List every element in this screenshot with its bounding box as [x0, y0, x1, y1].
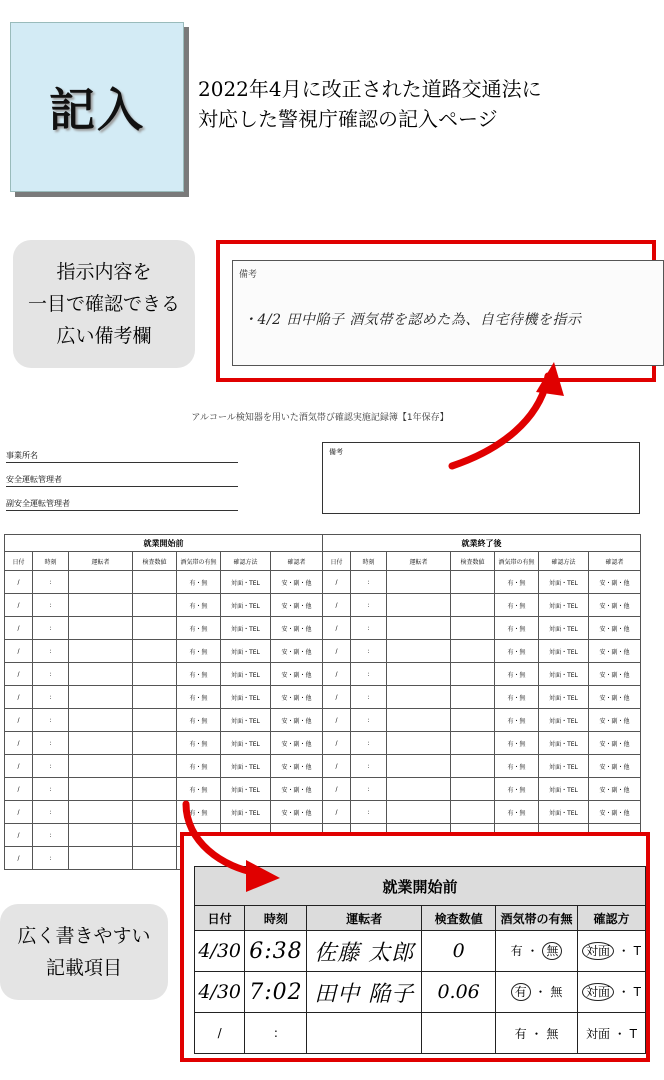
grid-cell-alcohol[interactable]: 有・無 [495, 594, 539, 617]
grid-cell-date[interactable]: / [323, 686, 351, 709]
grid-row [5, 663, 323, 686]
grid-cell-empty[interactable] [451, 755, 495, 778]
grid-row [5, 732, 323, 755]
grid-cell-method[interactable]: 対面・TEL [221, 778, 271, 801]
zoom-cell-value[interactable] [422, 1013, 496, 1054]
grid-cell-time[interactable]: : [33, 709, 69, 732]
separator-dot: ・ [609, 1026, 630, 1041]
grid-cell-date[interactable]: / [5, 709, 33, 732]
grid-cell-date[interactable]: / [5, 778, 33, 801]
grid-cell-time[interactable]: : [33, 847, 69, 870]
grid-cell-method[interactable]: 対面・TEL [539, 617, 589, 640]
header-desc-line-1: 2022年4月に改正された道路交通法に [198, 77, 542, 101]
grid-cell-method[interactable]: 対面・TEL [539, 594, 589, 617]
grid-cell-method[interactable]: 対面・TEL [221, 732, 271, 755]
grid-cell-checker[interactable]: 安・副・他 [589, 617, 641, 640]
grid-cell-time[interactable]: : [351, 801, 387, 824]
grid-cell-date[interactable]: / [323, 571, 351, 594]
grid-cell-checker[interactable]: 安・副・他 [589, 732, 641, 755]
grid-cell-checker[interactable]: 安・副・他 [271, 594, 323, 617]
grid-cell-checker[interactable]: 安・副・他 [589, 686, 641, 709]
grid-cell-time[interactable]: : [351, 594, 387, 617]
grid-cell-date[interactable]: / [5, 640, 33, 663]
zoom-cell-date[interactable] [195, 972, 245, 1013]
grid-cell-time[interactable]: : [33, 594, 69, 617]
grid-cell-empty[interactable] [451, 801, 495, 824]
grid-cell-alcohol[interactable]: 有・無 [495, 778, 539, 801]
zoom-cell-value[interactable] [422, 931, 496, 972]
grid-cell-method[interactable]: 対面・TEL [539, 571, 589, 594]
grid-cell-time[interactable]: : [351, 686, 387, 709]
grid-row [323, 571, 641, 594]
zoom-table-row [195, 931, 646, 972]
grid-work-end [322, 534, 641, 870]
grid-cell-method[interactable]: 対面・TEL [221, 755, 271, 778]
grid-cell-alcohol[interactable]: 有・無 [495, 617, 539, 640]
grid-row [5, 755, 323, 778]
header-description [198, 74, 628, 134]
grid-cell-empty[interactable] [387, 709, 451, 732]
grid-row [5, 801, 323, 824]
grid-cell-empty[interactable] [133, 617, 177, 640]
grid-cell-checker[interactable]: 安・副・他 [589, 709, 641, 732]
grid-cell-date[interactable]: / [5, 617, 33, 640]
grid-row [323, 778, 641, 801]
grid-cell-alcohol[interactable]: 有・無 [177, 571, 221, 594]
separator-dot: ・ [522, 944, 543, 958]
zoom-cell-alcohol[interactable] [496, 931, 578, 972]
separator-dot: ・ [613, 985, 634, 999]
separator-dot: ・ [530, 985, 551, 999]
zoom-col-header: 確認方 [577, 906, 645, 931]
grid-cell-alcohol[interactable]: 有・無 [495, 801, 539, 824]
zoom-section-title: 就業開始前 [195, 867, 646, 906]
grid-cell-empty[interactable] [133, 801, 177, 824]
grid-cell-empty[interactable] [133, 686, 177, 709]
grid-cell-checker[interactable]: 安・副・他 [589, 640, 641, 663]
zoom-remarks-label: 備考 [239, 270, 258, 280]
grid-cell-empty[interactable] [387, 640, 451, 663]
grid-section-title: 就業終了後 [323, 535, 641, 552]
grid-cell-method[interactable]: 対面・TEL [221, 594, 271, 617]
grid-cell-method[interactable]: 対面・TEL [539, 778, 589, 801]
zoom-cell-date-text: / [217, 1026, 222, 1040]
zoom-cell-time[interactable] [245, 972, 307, 1013]
grid-cell-empty[interactable] [69, 824, 133, 847]
header-desc-line-2: 対応した警視庁確認の記入ページ [198, 107, 498, 131]
grid-cell-time[interactable]: : [33, 732, 69, 755]
grid-cell-method[interactable]: 対面・TEL [539, 686, 589, 709]
callout-entries [0, 904, 168, 1000]
zoom-cell-time-text: 6:38 [249, 938, 303, 964]
grid-cell-time[interactable]: : [351, 732, 387, 755]
grid-cell-method[interactable]: 対面・TEL [221, 663, 271, 686]
grid-cell-empty[interactable] [451, 617, 495, 640]
grid-cell-time[interactable]: : [351, 663, 387, 686]
grid-cell-date[interactable]: / [323, 663, 351, 686]
grid-work-start [4, 534, 323, 870]
grid-col-header: 時刻 [33, 552, 69, 571]
grid-cell-empty[interactable] [387, 801, 451, 824]
zoom-cell-time-text: 7:02 [249, 979, 303, 1005]
zoom-table-frame [180, 832, 650, 1062]
grid-cell-checker[interactable]: 安・副・他 [271, 778, 323, 801]
grid-cell-empty[interactable] [387, 755, 451, 778]
grid-cell-empty[interactable] [69, 686, 133, 709]
grid-col-header: 確認者 [271, 552, 323, 571]
grid-cell-empty[interactable] [69, 594, 133, 617]
grid-cell-checker[interactable]: 安・副・他 [589, 571, 641, 594]
callout-remarks-line: 指示内容を [56, 261, 152, 283]
form-remarks-label: 備考 [329, 448, 343, 456]
title-box [10, 22, 184, 192]
grid-cell-empty[interactable] [387, 686, 451, 709]
zoom-cell-date-text: 4/30 [198, 981, 242, 1003]
grid-cell-checker[interactable]: 安・副・他 [271, 686, 323, 709]
callout-entries-line: 記載項目 [45, 957, 122, 979]
grid-cell-empty[interactable] [451, 709, 495, 732]
grid-cell-time[interactable]: : [351, 778, 387, 801]
grid-cell-checker[interactable]: 安・副・他 [271, 617, 323, 640]
grid-cell-empty[interactable] [133, 732, 177, 755]
grid-row [323, 755, 641, 778]
zoom-cell-time-text: : [273, 1026, 278, 1040]
grid-cell-empty[interactable] [387, 571, 451, 594]
grid-cell-empty[interactable] [387, 778, 451, 801]
grid-cell-checker[interactable]: 安・副・他 [271, 755, 323, 778]
grid-cell-empty[interactable] [451, 594, 495, 617]
grid-cell-empty[interactable] [69, 709, 133, 732]
grid-cell-alcohol[interactable]: 有・無 [177, 617, 221, 640]
grid-cell-alcohol[interactable]: 有・無 [177, 755, 221, 778]
zoom-cell-value-text: 0.06 [437, 981, 480, 1003]
grid-row [323, 640, 641, 663]
grid-cell-empty[interactable] [133, 594, 177, 617]
method-tel-option[interactable]: T [633, 944, 641, 958]
grid-cell-time[interactable]: : [351, 617, 387, 640]
grid-cell-empty[interactable] [387, 663, 451, 686]
zoom-cell-driver[interactable] [307, 972, 422, 1013]
grid-col-header: 検査数値 [451, 552, 495, 571]
separator-dot: ・ [613, 944, 634, 958]
grid-cell-checker[interactable]: 安・副・他 [589, 778, 641, 801]
grid-cell-alcohol[interactable]: 有・無 [177, 801, 221, 824]
grid-cell-method[interactable]: 対面・TEL [221, 801, 271, 824]
grid-cell-checker[interactable]: 安・副・他 [589, 801, 641, 824]
zoom-cell-method[interactable] [577, 931, 645, 972]
grid-cell-checker[interactable]: 安・副・他 [271, 732, 323, 755]
field-deputy-safety-manager: 副安全運転管理者 [6, 498, 238, 511]
grid-row [5, 778, 323, 801]
grid-cell-date[interactable]: / [5, 801, 33, 824]
alcohol-no-option[interactable]: 無 [542, 942, 562, 960]
grid-row [5, 571, 323, 594]
alcohol-no-option[interactable]: 無 [550, 985, 563, 999]
zoom-cell-date-text: 4/30 [198, 940, 242, 962]
zoom-col-header: 酒気帯の有無 [496, 906, 578, 931]
grid-col-header: 運転者 [69, 552, 133, 571]
grid-cell-time[interactable]: : [33, 571, 69, 594]
grid-cell-checker[interactable]: 安・副・他 [271, 709, 323, 732]
zoom-remarks-frame [216, 240, 656, 382]
grid-cell-date[interactable]: / [5, 755, 33, 778]
alcohol-no-option[interactable]: 無 [546, 1026, 559, 1041]
grid-col-header: 確認方法 [539, 552, 589, 571]
grid-cell-method[interactable]: 対面・TEL [221, 571, 271, 594]
grid-cell-time[interactable]: : [33, 801, 69, 824]
zoom-table-row [195, 1013, 646, 1054]
grid-cell-empty[interactable] [451, 571, 495, 594]
zoom-cell-value-text: 0 [452, 940, 465, 962]
grid-cell-alcohol[interactable]: 有・無 [177, 778, 221, 801]
grid-row [5, 617, 323, 640]
grid-row [323, 801, 641, 824]
alcohol-yes-option[interactable]: 有 [510, 944, 523, 958]
grid-cell-empty[interactable] [451, 663, 495, 686]
grid-cell-date[interactable]: / [5, 732, 33, 755]
grid-cell-time[interactable]: : [33, 640, 69, 663]
grid-cell-alcohol[interactable]: 有・無 [495, 755, 539, 778]
zoom-remarks-box [232, 260, 664, 366]
grid-col-header: 日付 [323, 552, 351, 571]
grid-section-title: 就業開始前 [5, 535, 323, 552]
zoom-cell-time[interactable] [245, 1013, 307, 1054]
grid-col-header: 時刻 [351, 552, 387, 571]
grid-cell-empty[interactable] [133, 847, 177, 870]
grid-cell-empty[interactable] [133, 571, 177, 594]
zoom-col-header: 運転者 [307, 906, 422, 931]
callout-entries-line: 広く書きやすい [17, 925, 151, 947]
grid-cell-checker[interactable]: 安・副・他 [589, 755, 641, 778]
grid-cell-empty[interactable] [69, 617, 133, 640]
grid-row [323, 617, 641, 640]
grid-row [5, 640, 323, 663]
grid-cell-date[interactable]: / [5, 824, 33, 847]
grid-cell-empty[interactable] [69, 801, 133, 824]
grid-cell-time[interactable]: : [33, 663, 69, 686]
grid-cell-empty[interactable] [451, 640, 495, 663]
zoom-cell-alcohol[interactable] [496, 1013, 578, 1054]
grid-cell-checker[interactable]: 安・副・他 [271, 801, 323, 824]
grid-cell-alcohol[interactable]: 有・無 [495, 640, 539, 663]
grid-cell-time[interactable]: : [33, 617, 69, 640]
grid-row [323, 594, 641, 617]
grid-row [323, 686, 641, 709]
grid-cell-alcohol[interactable]: 有・無 [177, 686, 221, 709]
grid-cell-empty[interactable] [133, 824, 177, 847]
grid-cell-method[interactable]: 対面・TEL [539, 640, 589, 663]
grid-cell-date[interactable]: / [5, 847, 33, 870]
grid-cell-time[interactable]: : [33, 778, 69, 801]
method-tel-option[interactable]: T [633, 985, 641, 999]
zoom-cell-alcohol[interactable] [496, 972, 578, 1013]
grid-cell-time[interactable]: : [33, 755, 69, 778]
grid-cell-alcohol[interactable]: 有・無 [177, 663, 221, 686]
grid-cell-empty[interactable] [133, 755, 177, 778]
grid-cell-method[interactable]: 対面・TEL [221, 709, 271, 732]
zoom-cell-method[interactable] [577, 972, 645, 1013]
method-face-to-face-option[interactable]: 対面 [582, 942, 614, 960]
method-face-to-face-option[interactable]: 対面 [585, 1026, 610, 1041]
grid-cell-empty[interactable] [133, 778, 177, 801]
field-office-name: 事業所名 [6, 450, 238, 463]
zoom-cell-driver-text: 佐藤 太郎 [314, 940, 415, 966]
grid-cell-empty[interactable] [387, 594, 451, 617]
grid-cell-empty[interactable] [387, 617, 451, 640]
grid-cell-empty[interactable] [133, 709, 177, 732]
method-face-to-face-option[interactable]: 対面 [582, 983, 614, 1001]
page-title: 記入 [49, 83, 145, 137]
grid-cell-date[interactable]: / [323, 801, 351, 824]
grid-cell-alcohol[interactable]: 有・無 [495, 686, 539, 709]
grid-cell-alcohol[interactable]: 有・無 [495, 663, 539, 686]
grid-cell-time[interactable]: : [33, 686, 69, 709]
grid-cell-date[interactable]: / [323, 594, 351, 617]
grid-cell-method[interactable]: 対面・TEL [221, 617, 271, 640]
grid-cell-checker[interactable]: 安・副・他 [271, 640, 323, 663]
grid-cell-date[interactable]: / [5, 571, 33, 594]
zoom-col-header: 時刻 [245, 906, 307, 931]
grid-cell-empty[interactable] [69, 732, 133, 755]
zoom-cell-method[interactable] [577, 1013, 645, 1054]
form-remarks-box [322, 442, 640, 514]
zoom-cell-driver[interactable] [307, 931, 422, 972]
grid-cell-method[interactable]: 対面・TEL [539, 709, 589, 732]
grid-cell-date[interactable]: / [5, 663, 33, 686]
grid-cell-checker[interactable]: 安・副・他 [589, 663, 641, 686]
grid-cell-empty[interactable] [69, 571, 133, 594]
callout-remarks-line: 一目で確認できる [27, 293, 180, 315]
separator-dot: ・ [526, 1026, 547, 1041]
grid-cell-method[interactable]: 対面・TEL [539, 755, 589, 778]
grid-cell-date[interactable]: / [323, 617, 351, 640]
grid-cell-method[interactable]: 対面・TEL [221, 686, 271, 709]
field-safety-manager: 安全運転管理者 [6, 474, 238, 487]
grid-cell-empty[interactable] [451, 778, 495, 801]
grid-cell-empty[interactable] [69, 663, 133, 686]
grid-cell-date[interactable]: / [323, 732, 351, 755]
grid-cell-date[interactable]: / [323, 778, 351, 801]
form-title: アルコール検知器を用いた酒気帯び確認実施記録簿【1年保存】 [191, 413, 449, 423]
grid-col-header: 酒気帯の有無 [495, 552, 539, 571]
grid-row [5, 709, 323, 732]
grid-cell-checker[interactable]: 安・副・他 [589, 594, 641, 617]
zoom-cell-date[interactable] [195, 931, 245, 972]
method-tel-option[interactable]: T [629, 1026, 637, 1041]
grid-cell-time[interactable]: : [351, 709, 387, 732]
grid-row [323, 732, 641, 755]
grid-cell-date[interactable]: / [5, 686, 33, 709]
zoom-cell-value[interactable] [422, 972, 496, 1013]
grid-row [5, 686, 323, 709]
grid-cell-method[interactable]: 対面・TEL [539, 663, 589, 686]
grid-cell-checker[interactable]: 安・副・他 [271, 571, 323, 594]
callout-remarks [13, 240, 195, 368]
alcohol-yes-option[interactable]: 有 [511, 983, 531, 1001]
zoom-remarks-handwritten-note: ・4/2 田中陥子 酒気帯を認めた為、自宅待機を指示 [243, 312, 582, 328]
zoom-cell-driver-text: 田中 陥子 [314, 981, 415, 1007]
grid-col-header: 酒気帯の有無 [177, 552, 221, 571]
grid-cell-alcohol[interactable]: 有・無 [495, 732, 539, 755]
grid-col-header: 確認者 [589, 552, 641, 571]
grid-cell-date[interactable]: / [323, 755, 351, 778]
grid-cell-empty[interactable] [133, 663, 177, 686]
grid-cell-empty[interactable] [69, 847, 133, 870]
grid-cell-empty[interactable] [69, 778, 133, 801]
grid-col-header: 確認方法 [221, 552, 271, 571]
grid-col-header: 運転者 [387, 552, 451, 571]
record-form [2, 398, 642, 862]
zoom-table-row [195, 972, 646, 1013]
grid-cell-alcohol[interactable]: 有・無 [177, 732, 221, 755]
grid-cell-date[interactable]: / [5, 594, 33, 617]
zoom-cell-date[interactable] [195, 1013, 245, 1054]
zoom-work-start-table [194, 866, 646, 1054]
grid-cell-alcohol[interactable]: 有・無 [177, 640, 221, 663]
grid-cell-time[interactable]: : [351, 755, 387, 778]
grid-row [5, 594, 323, 617]
grid-cell-date[interactable]: / [323, 709, 351, 732]
grid-cell-alcohol[interactable]: 有・無 [177, 709, 221, 732]
grid-cell-time[interactable]: : [351, 640, 387, 663]
grid-cell-method[interactable]: 対面・TEL [539, 732, 589, 755]
grid-cell-empty[interactable] [133, 640, 177, 663]
grid-cell-alcohol[interactable]: 有・無 [177, 594, 221, 617]
grid-cell-time[interactable]: : [351, 571, 387, 594]
grid-cell-checker[interactable]: 安・副・他 [271, 663, 323, 686]
grid-cell-empty[interactable] [451, 732, 495, 755]
callout-remarks-line: 広い備考欄 [56, 325, 152, 347]
zoom-cell-time[interactable] [245, 931, 307, 972]
grid-cell-method[interactable]: 対面・TEL [539, 801, 589, 824]
grid-cell-method[interactable]: 対面・TEL [221, 640, 271, 663]
zoom-col-header: 日付 [195, 906, 245, 931]
grid-cell-empty[interactable] [387, 732, 451, 755]
grid-row [323, 709, 641, 732]
grid-cell-date[interactable]: / [323, 640, 351, 663]
grid-col-header: 日付 [5, 552, 33, 571]
grid-row [323, 663, 641, 686]
grid-col-header: 検査数値 [133, 552, 177, 571]
grid-cell-empty[interactable] [69, 755, 133, 778]
grid-cell-time[interactable]: : [33, 824, 69, 847]
grid-cell-alcohol[interactable]: 有・無 [495, 709, 539, 732]
grid-cell-empty[interactable] [451, 686, 495, 709]
zoom-cell-driver[interactable] [307, 1013, 422, 1054]
alcohol-yes-option[interactable]: 有 [514, 1026, 527, 1041]
grid-cell-alcohol[interactable]: 有・無 [495, 571, 539, 594]
zoom-col-header: 検査数値 [422, 906, 496, 931]
grid-cell-empty[interactable] [69, 640, 133, 663]
